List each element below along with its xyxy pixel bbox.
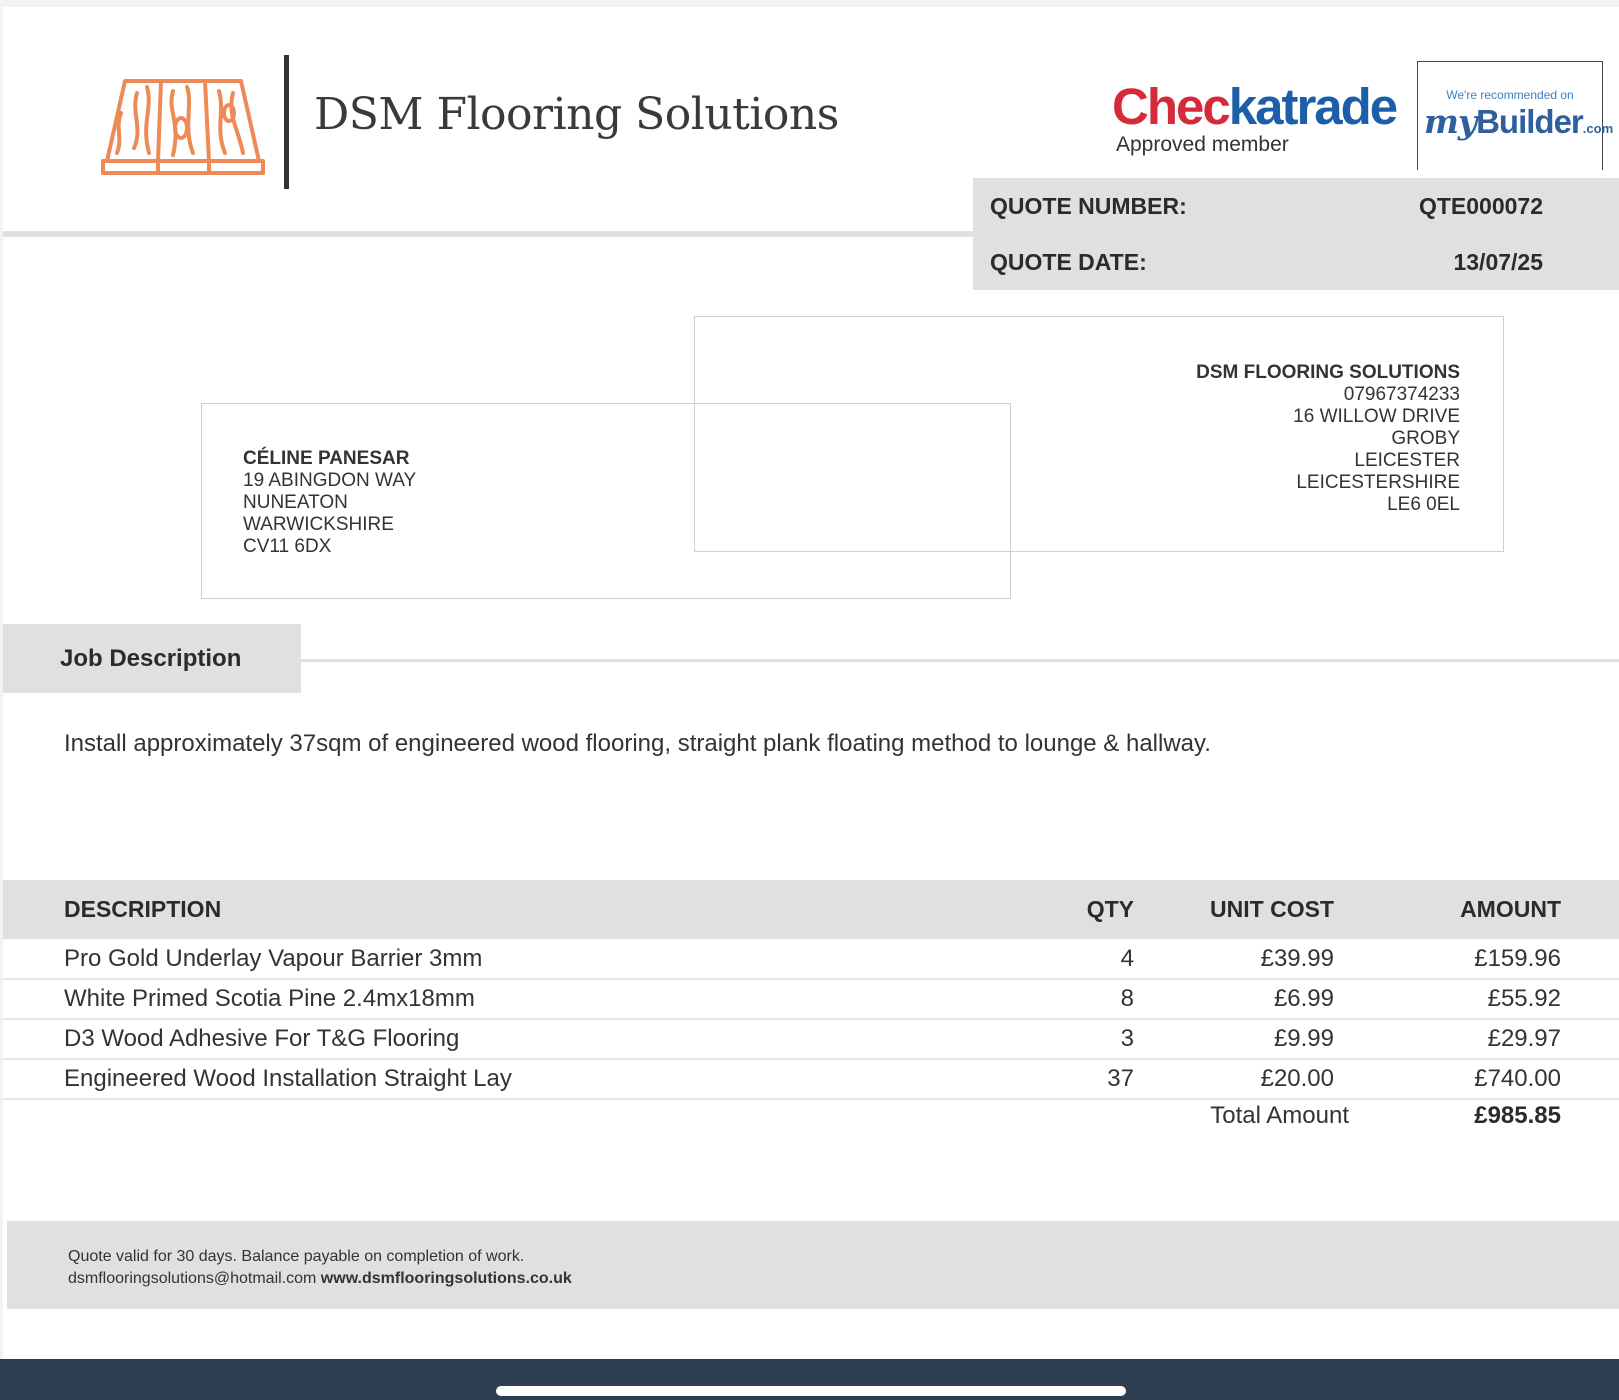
company-name: DSM Flooring Solutions xyxy=(314,89,839,140)
quote-number-value: QTE000072 xyxy=(1418,193,1543,219)
item-amount: £29.97 xyxy=(1487,1025,1561,1052)
job-description-rule xyxy=(301,659,1619,662)
home-indicator[interactable] xyxy=(496,1386,1126,1396)
mybuilder-my: my xyxy=(1424,102,1477,141)
checkatrade-badge xyxy=(1112,77,1412,187)
item-description: Engineered Wood Installation Straight Lay xyxy=(64,1065,512,1092)
quote-terms: Quote valid for 30 days. Balance payable on completion of work. xyxy=(68,1248,525,1265)
quote-footer xyxy=(7,1221,1619,1309)
item-qty: 4 xyxy=(1120,945,1134,972)
quote-date-row xyxy=(990,234,1543,290)
item-description: D3 Wood Adhesive For T&G Flooring xyxy=(64,1025,460,1052)
checkatrade-word-blue: atrade xyxy=(1255,78,1397,135)
job-description-heading-text: Job Description xyxy=(60,645,242,672)
contact-email: dsmflooringsolutions@hotmail.com xyxy=(68,1270,317,1287)
total-amount-label: Total Amount xyxy=(1210,1102,1349,1129)
company-address-line: GROBY xyxy=(1391,428,1460,449)
customer-address-line: WARWICKSHIRE xyxy=(243,514,394,535)
company-address-line: LEICESTER xyxy=(1354,450,1460,471)
item-description: Pro Gold Underlay Vapour Barrier 3mm xyxy=(64,945,483,972)
job-description-text: Install approximately 37sqm of engineered wood flooring, straight plank floating method to lounge & hallway. xyxy=(64,730,1211,757)
customer-address-line: NUNEATON xyxy=(243,492,348,513)
item-amount: £740.00 xyxy=(1474,1065,1561,1092)
customer-address xyxy=(243,448,416,558)
mybuilder-builder: Builder xyxy=(1476,103,1583,140)
customer-address-line: 19 ABINGDON WAY xyxy=(243,470,417,491)
item-amount: £55.92 xyxy=(1487,985,1561,1012)
company-address xyxy=(1003,362,1460,516)
contact-line xyxy=(68,1270,572,1288)
item-qty: 3 xyxy=(1120,1025,1134,1052)
checkatrade-word-red: Chec xyxy=(1112,78,1229,135)
quote-document xyxy=(3,7,1619,1359)
quote-number-row xyxy=(990,178,1543,234)
mybuilder-tagline: We're recommended on xyxy=(1446,88,1574,102)
items-table-header xyxy=(3,880,1619,939)
wood-planks-logo-icon xyxy=(101,73,266,181)
quote-number-label: QUOTE NUMBER: xyxy=(990,193,1187,219)
item-unit-cost: £9.99 xyxy=(1273,1025,1334,1052)
item-description: White Primed Scotia Pine 2.4mx18mm xyxy=(64,985,475,1012)
quote-info-panel xyxy=(973,178,1619,290)
mybuilder-com: .com xyxy=(1582,121,1614,136)
mybuilder-badge xyxy=(1417,61,1614,170)
quote-date-value: 13/07/25 xyxy=(1453,249,1543,275)
checkatrade-logo xyxy=(1112,77,1396,137)
customer-address-line: CV11 6DX xyxy=(243,536,332,557)
table-row xyxy=(3,939,1619,980)
customer-name: CÉLINE PANESAR xyxy=(243,448,410,469)
total-amount-value: £985.85 xyxy=(1474,1102,1561,1129)
item-unit-cost: £6.99 xyxy=(1273,985,1334,1012)
item-qty: 8 xyxy=(1120,985,1134,1012)
mybuilder-logo xyxy=(1424,102,1613,141)
item-unit-cost: £39.99 xyxy=(1260,945,1334,972)
company-phone: 07967374233 xyxy=(1343,384,1460,405)
job-description-heading xyxy=(3,624,301,693)
item-qty: 37 xyxy=(1107,1065,1134,1092)
company-website: www.dsmflooringsolutions.co.uk xyxy=(320,1270,572,1287)
checkatrade-subtitle: Approved member xyxy=(1116,133,1289,156)
company-address-line: LE6 0EL xyxy=(1387,494,1460,515)
checkatrade-tick-icon: k xyxy=(1228,78,1256,135)
company-address-name: DSM FLOORING SOLUTIONS xyxy=(1196,362,1460,383)
company-address-line: LEICESTERSHIRE xyxy=(1296,472,1460,493)
header-description: DESCRIPTION xyxy=(64,896,222,922)
item-unit-cost: £20.00 xyxy=(1260,1065,1334,1092)
header-unit-cost: UNIT COST xyxy=(1210,896,1334,922)
header-qty: QTY xyxy=(1086,896,1134,922)
device-home-bar xyxy=(0,1359,1619,1400)
company-address-line: 16 WILLOW DRIVE xyxy=(1293,406,1460,427)
table-row xyxy=(3,979,1619,1020)
table-row xyxy=(3,1059,1619,1100)
header-rule xyxy=(3,231,973,237)
quote-date-label: QUOTE DATE: xyxy=(990,249,1147,275)
logo-divider xyxy=(284,55,289,189)
header-amount: AMOUNT xyxy=(1460,896,1561,922)
item-amount: £159.96 xyxy=(1474,945,1561,972)
table-row xyxy=(3,1019,1619,1060)
